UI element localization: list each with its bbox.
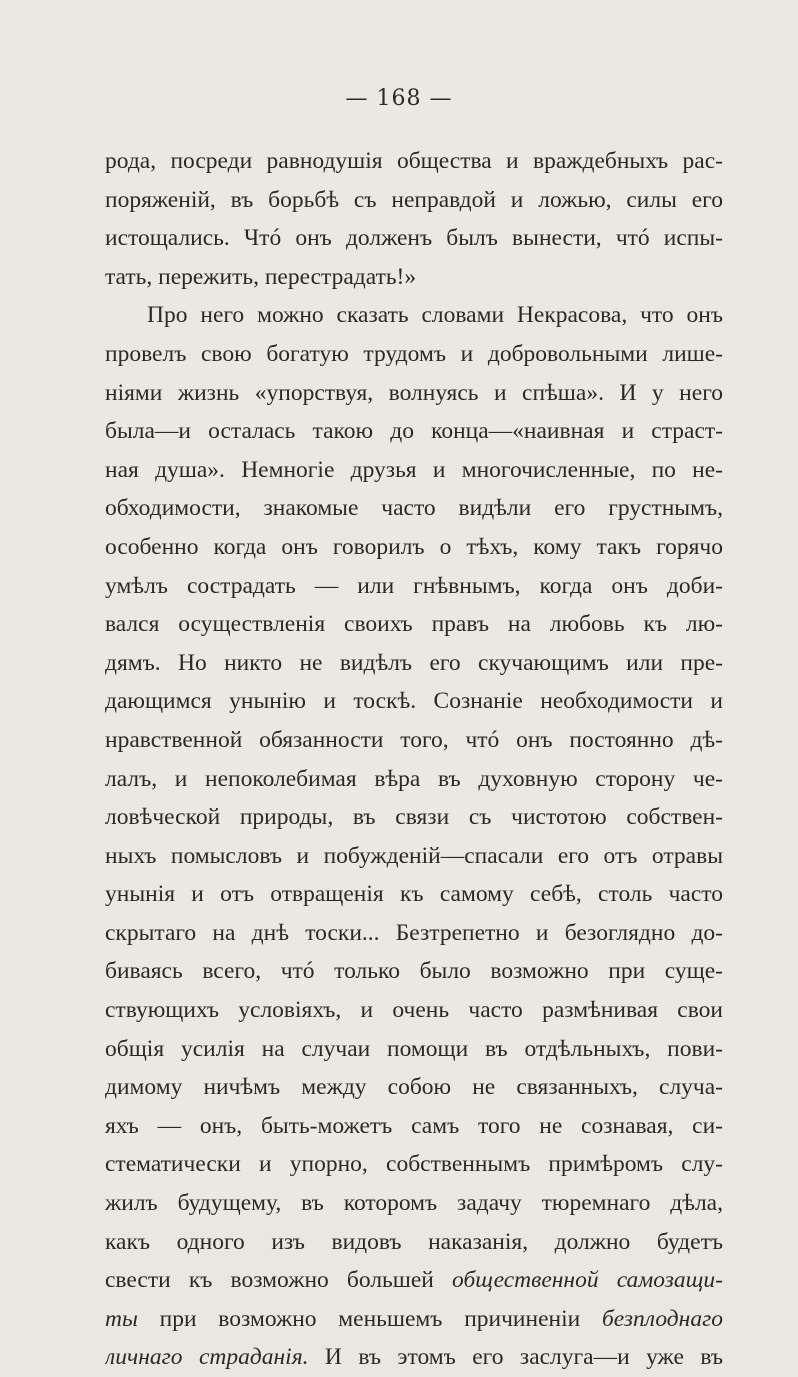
text-segment: была—и осталась такою до конца—«наивная и страст- [105, 418, 723, 445]
text-segment: ніями жизнь «упорствуя, волнуясь и спѣша». И у него [105, 379, 723, 406]
page-number-header: — 168 — [345, 86, 453, 111]
text-line [105, 682, 723, 721]
text-segment: жилъ будущему, въ которомъ задачу тюремнаго дѣла, [105, 1190, 723, 1217]
text-segment: тать, пережить, перестрадать!» [105, 263, 417, 290]
text-segment: вался осуществленія своихъ правъ на любовь къ лю- [105, 611, 723, 638]
text-line [105, 1107, 723, 1146]
text-segment: свести къ возможно большей [105, 1267, 453, 1294]
text-line [105, 1145, 723, 1184]
text-line [105, 760, 723, 799]
text-segment: поряженій, въ борьбѣ съ неправдой и ложью, силы его [105, 186, 723, 213]
text-segment: дающимся унынію и тоскѣ. Сознаніе необходимости и [105, 688, 723, 715]
text-segment: особенно когда онъ говорилъ о тѣхъ, кому такъ горячо [105, 533, 723, 560]
text-segment: димому ничѣмъ между собою не связанныхъ, случа- [105, 1074, 723, 1101]
text-segment: биваясь всего, чтó только было возможно при суще- [105, 958, 723, 985]
text-segment: дямъ. Но никто не видѣлъ его скучающимъ или пре- [105, 649, 723, 676]
text-segment: яхъ — онъ, быть-можетъ самъ того не сознавая, си- [105, 1112, 723, 1139]
text-line [105, 1068, 723, 1107]
text-segment: общія усилія на случаи помощи въ отдѣльныхъ, пови- [105, 1035, 723, 1062]
text-segment: обходимости, знакомые часто видѣли его грустнымъ, [105, 495, 723, 522]
text-line [105, 451, 723, 490]
text-line [105, 1338, 723, 1377]
text-line [105, 335, 723, 374]
text-line [105, 181, 723, 220]
page-body-text [105, 142, 723, 1377]
italic-text-segment: личнаго страданія. [105, 1344, 309, 1371]
text-segment: Про него можно сказать словами Некрасова, что онъ [147, 302, 723, 329]
text-line [105, 1223, 723, 1262]
text-segment: умѣлъ сострадать — или гнѣвнымъ, когда онъ доби- [105, 572, 723, 599]
text-line [105, 605, 723, 644]
text-segment: при возможно меньшемъ причиненіи [137, 1305, 602, 1332]
italic-text-segment: ты [105, 1305, 138, 1332]
text-segment: провелъ свою богатую трудомъ и добровольными лише- [105, 340, 723, 367]
text-segment: лалъ, и непоколебимая вѣра въ духовную сторону че- [105, 765, 723, 792]
italic-text-segment: общественной самозащи- [452, 1267, 723, 1294]
text-segment: скрытаго на днѣ тоски... Безтрепетно и безоглядно до- [105, 919, 723, 946]
text-line [105, 219, 723, 258]
text-line [105, 991, 723, 1030]
text-line [105, 567, 723, 606]
text-segment: какъ одного изъ видовъ наказанія, должно будетъ [105, 1228, 723, 1255]
text-line [105, 412, 723, 451]
text-line [105, 914, 723, 953]
text-line [105, 952, 723, 991]
text-segment: ныхъ помысловъ и побужденій—спасали его отъ отравы [105, 842, 723, 869]
text-segment: стематически и упорно, собственнымъ примѣромъ слу- [105, 1151, 723, 1178]
text-line [105, 258, 723, 297]
text-segment: ловѣческой природы, въ связи съ чистотою собствен- [105, 804, 723, 831]
italic-text-segment: безплоднаго [601, 1305, 723, 1332]
text-line [105, 1261, 723, 1300]
text-segment: рода, посреди равнодушія общества и враждебныхъ рас- [105, 148, 723, 174]
text-line [105, 489, 723, 528]
text-segment: нравственной обязанности того, чтó онъ постоянно дѣ- [105, 726, 723, 753]
text-line [105, 721, 723, 760]
text-line [105, 296, 723, 335]
text-line [105, 374, 723, 413]
text-segment: истощались. Чтó онъ долженъ былъ вынести, чтó испы- [105, 225, 723, 252]
text-line [105, 644, 723, 683]
text-line [105, 1300, 723, 1339]
text-segment: ствующихъ условіяхъ, и очень часто размѣнивая свои [105, 997, 723, 1024]
text-segment: И въ этомъ его заслуга—и уже въ [308, 1344, 723, 1371]
text-line [105, 837, 723, 876]
text-line [105, 1184, 723, 1223]
text-line [105, 528, 723, 567]
text-line [105, 142, 723, 181]
text-segment: ная душа». Немногіе друзья и многочисленные, по не- [105, 456, 723, 483]
text-line [105, 1030, 723, 1069]
text-line [105, 875, 723, 914]
text-segment: унынія и отъ отвращенія къ самому себѣ, столь часто [105, 881, 723, 908]
text-line [105, 798, 723, 837]
